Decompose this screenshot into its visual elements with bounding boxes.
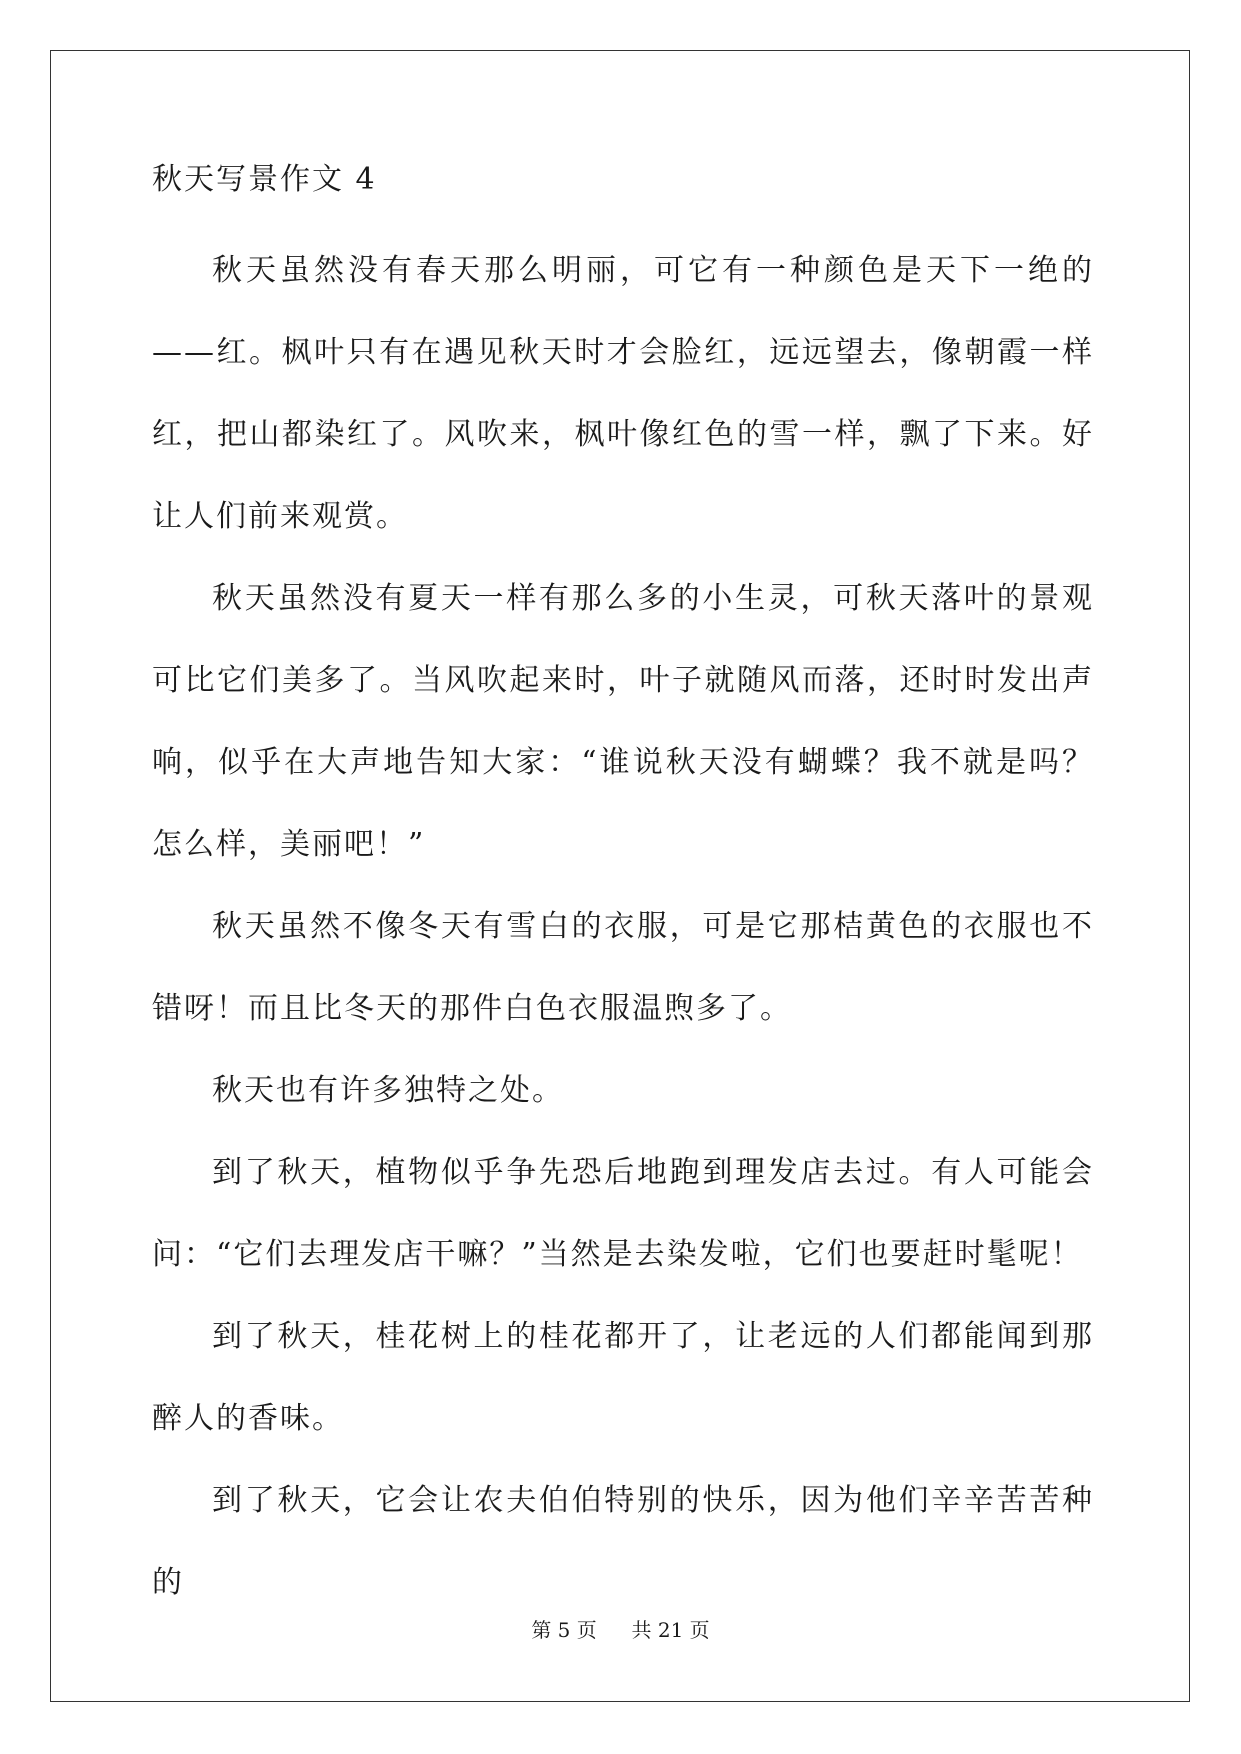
page-footer (0, 1618, 1241, 1642)
paragraph: 到了秋天，植物似乎争先恐后地跑到理发店去过。有人可能会问：“它们去理发店干嘛？”当然是去染发啦，它们也要赶时髦呢！ (152, 1155, 1094, 1272)
document-body (152, 160, 1094, 1624)
paragraph: 秋天虽然不像冬天有雪白的衣服，可是它那桔黄色的衣服也不错呀！而且比冬天的那件白色衣服温煦多了。 (152, 909, 1094, 1026)
page-number: 第 5 页 (531, 1618, 597, 1642)
page-total: 共 21 页 (631, 1618, 710, 1642)
paragraph: 到了秋天，它会让农夫伯伯特别的快乐，因为他们辛辛苦苦种的 (152, 1483, 1094, 1600)
paragraph: 秋天虽然没有春天那么明丽，可它有一种颜色是天下一绝的——红。枫叶只有在遇见秋天时才会脸红，远远望去，像朝霞一样红，把山都染红了。风吹来，枫叶像红色的雪一样，飘了下来。好让人们前来观赏。 (152, 253, 1094, 534)
document-title: 秋天写景作文 4 (152, 162, 377, 197)
paragraph: 秋天也有许多独特之处。 (212, 1073, 564, 1108)
paragraph: 到了秋天，桂花树上的桂花都开了，让老远的人们都能闻到那醉人的香味。 (152, 1319, 1094, 1436)
paragraph: 秋天虽然没有夏天一样有那么多的小生灵，可秋天落叶的景观可比它们美多了。当风吹起来时，叶子就随风而落，还时时发出声响，似乎在大声地告知大家：“谁说秋天没有蝴蝶？我不就是吗？怎么样，美丽吧！” (152, 581, 1094, 862)
